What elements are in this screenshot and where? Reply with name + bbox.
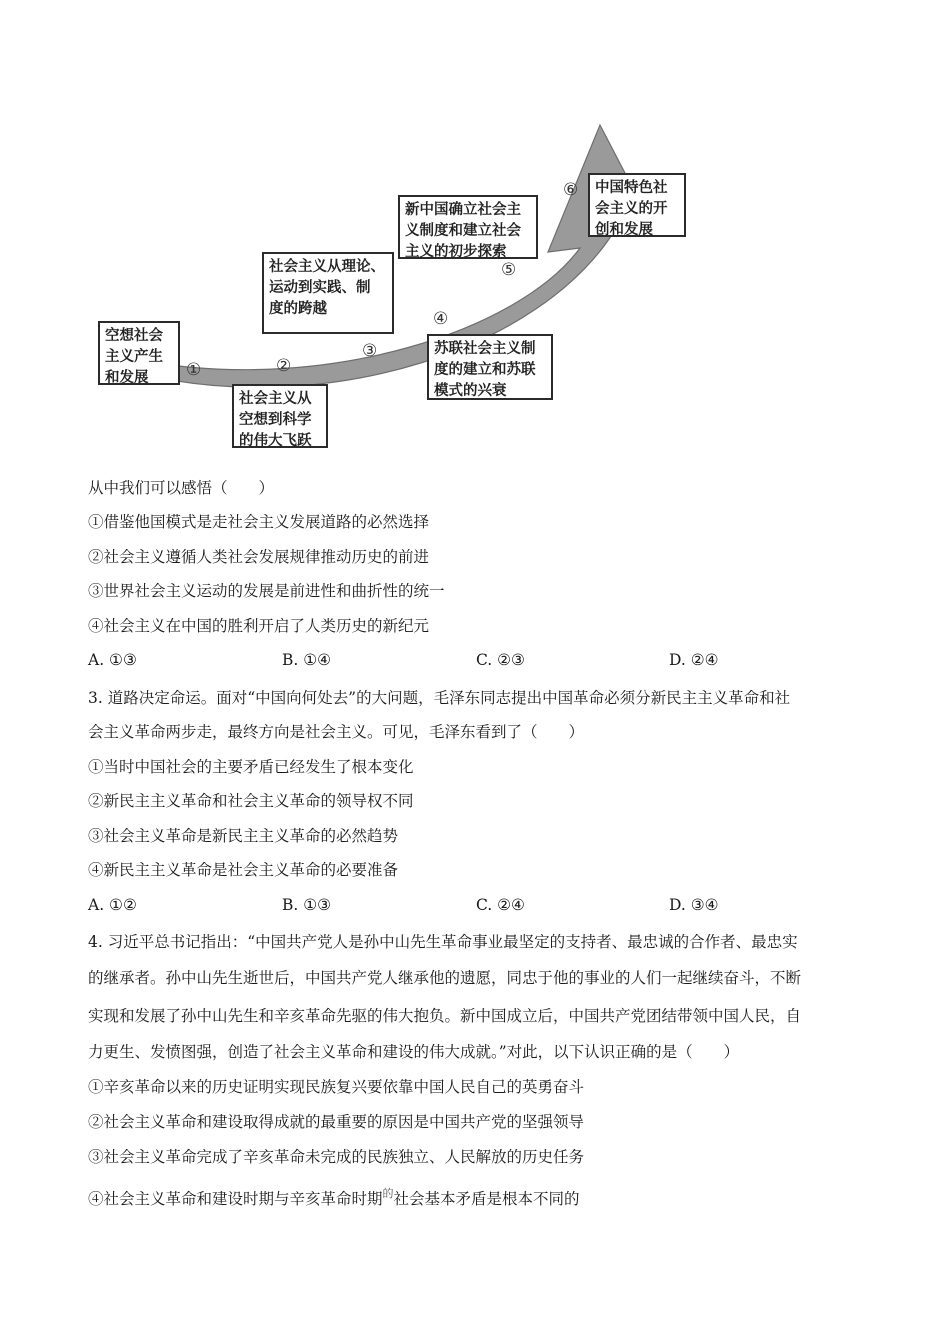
q2-stem: 从中我们可以感悟（ ） [88, 479, 275, 497]
q4-item-4-de: 的 [382, 1187, 394, 1200]
q3-item-1: ①当时中国社会的主要矛盾已经发生了根本变化 [88, 758, 414, 776]
marker-1: ① [186, 360, 202, 380]
q2-item-2: ②社会主义遵循人类社会发展规律推动历史的前进 [88, 548, 430, 566]
stage-box-5: 新中国确立社会主 义制度和建立社会 主义的初步探索 [398, 195, 538, 259]
q2-option-a: A. ①③ [88, 651, 137, 669]
q2-option-d: D. ②④ [669, 651, 719, 669]
marker-3: ③ [362, 341, 378, 361]
q4-item-4-part-2: 社会基本矛盾是根本不同的 [393, 1190, 580, 1208]
q4-item-2: ②社会主义革命和建设取得成就的最重要的原因是中国共产党的坚强领导 [88, 1113, 585, 1131]
q4-item-1: ①辛亥革命以来的历史证明实现民族复兴要依靠中国人民自己的英勇奋斗 [88, 1078, 585, 1096]
q3-stem-line-1: 3. 道路决定命运。面对“中国向何处去”的大问题，毛泽东同志提出中国革命必须分新民主主义革命和社 [88, 689, 791, 707]
q3-item-2: ②新民主主义革命和社会主义革命的领导权不同 [88, 792, 414, 810]
q4-stem-line-3: 实现和发展了孙中山先生和辛亥革命先驱的伟大抱负。新中国成立后，中国共产党团结带领中国人民，自 [88, 1007, 802, 1025]
q2-option-c: C. ②③ [476, 651, 525, 669]
q3-option-d: D. ③④ [669, 896, 719, 914]
q2-item-3: ③世界社会主义运动的发展是前进性和曲折性的统一 [88, 582, 445, 600]
marker-6: ⑥ [563, 180, 579, 200]
q3-option-a: A. ①② [88, 896, 137, 914]
marker-4: ④ [433, 309, 449, 329]
q2-item-1: ①借鉴他国模式是走社会主义发展道路的必然选择 [88, 513, 430, 531]
q2-item-4: ④社会主义在中国的胜利开启了人类历史的新纪元 [88, 617, 430, 635]
q4-stem-line-1: 4. 习近平总书记指出：“中国共产党人是孙中山先生革命事业最坚定的支持者、最忠诚的合作者、最忠实 [88, 933, 798, 951]
q3-option-c: C. ②④ [476, 896, 525, 914]
q4-item-3: ③社会主义革命完成了辛亥革命未完成的民族独立、人民解放的历史任务 [88, 1148, 585, 1166]
q3-stem-line-2: 会主义革命两步走，最终方向是社会主义。可见，毛泽东看到了（ ） [88, 723, 585, 741]
marker-5: ⑤ [501, 260, 517, 280]
stage-box-6: 中国特色社 会主义的开 创和发展 [588, 173, 686, 237]
q3-option-b: B. ①③ [282, 896, 332, 914]
q2-option-b: B. ①④ [282, 651, 332, 669]
socialism-development-diagram [0, 0, 950, 470]
stage-box-1: 空想社会 主义产生 和发展 [98, 321, 180, 385]
marker-2: ② [276, 356, 292, 376]
stage-box-3: 社会主义从理论、 运动到实践、制 度的跨越 [262, 252, 394, 334]
stage-box-4: 苏联社会主义制 度的建立和苏联 模式的兴衰 [427, 334, 553, 400]
q4-stem-line-2: 的继承者。孙中山先生逝世后，中国共产党人继承他的遗愿，同忠于他的事业的人们一起继续奋斗，不断 [88, 969, 802, 987]
q4-item-4 [88, 1183, 580, 1210]
q4-stem-line-4: 力更生、发愤图强，创造了社会主义革命和建设的伟大成就。”对此，以下认识正确的是（ ） [88, 1043, 740, 1061]
q3-item-3: ③社会主义革命是新民主主义革命的必然趋势 [88, 827, 399, 845]
q4-item-4-part-1: ④社会主义革命和建设时期与辛亥革命时期 [88, 1190, 383, 1208]
stage-box-2: 社会主义从 空想到科学 的伟大飞跃 [232, 384, 328, 448]
q3-item-4: ④新民主主义革命是社会主义革命的必要准备 [88, 861, 399, 879]
